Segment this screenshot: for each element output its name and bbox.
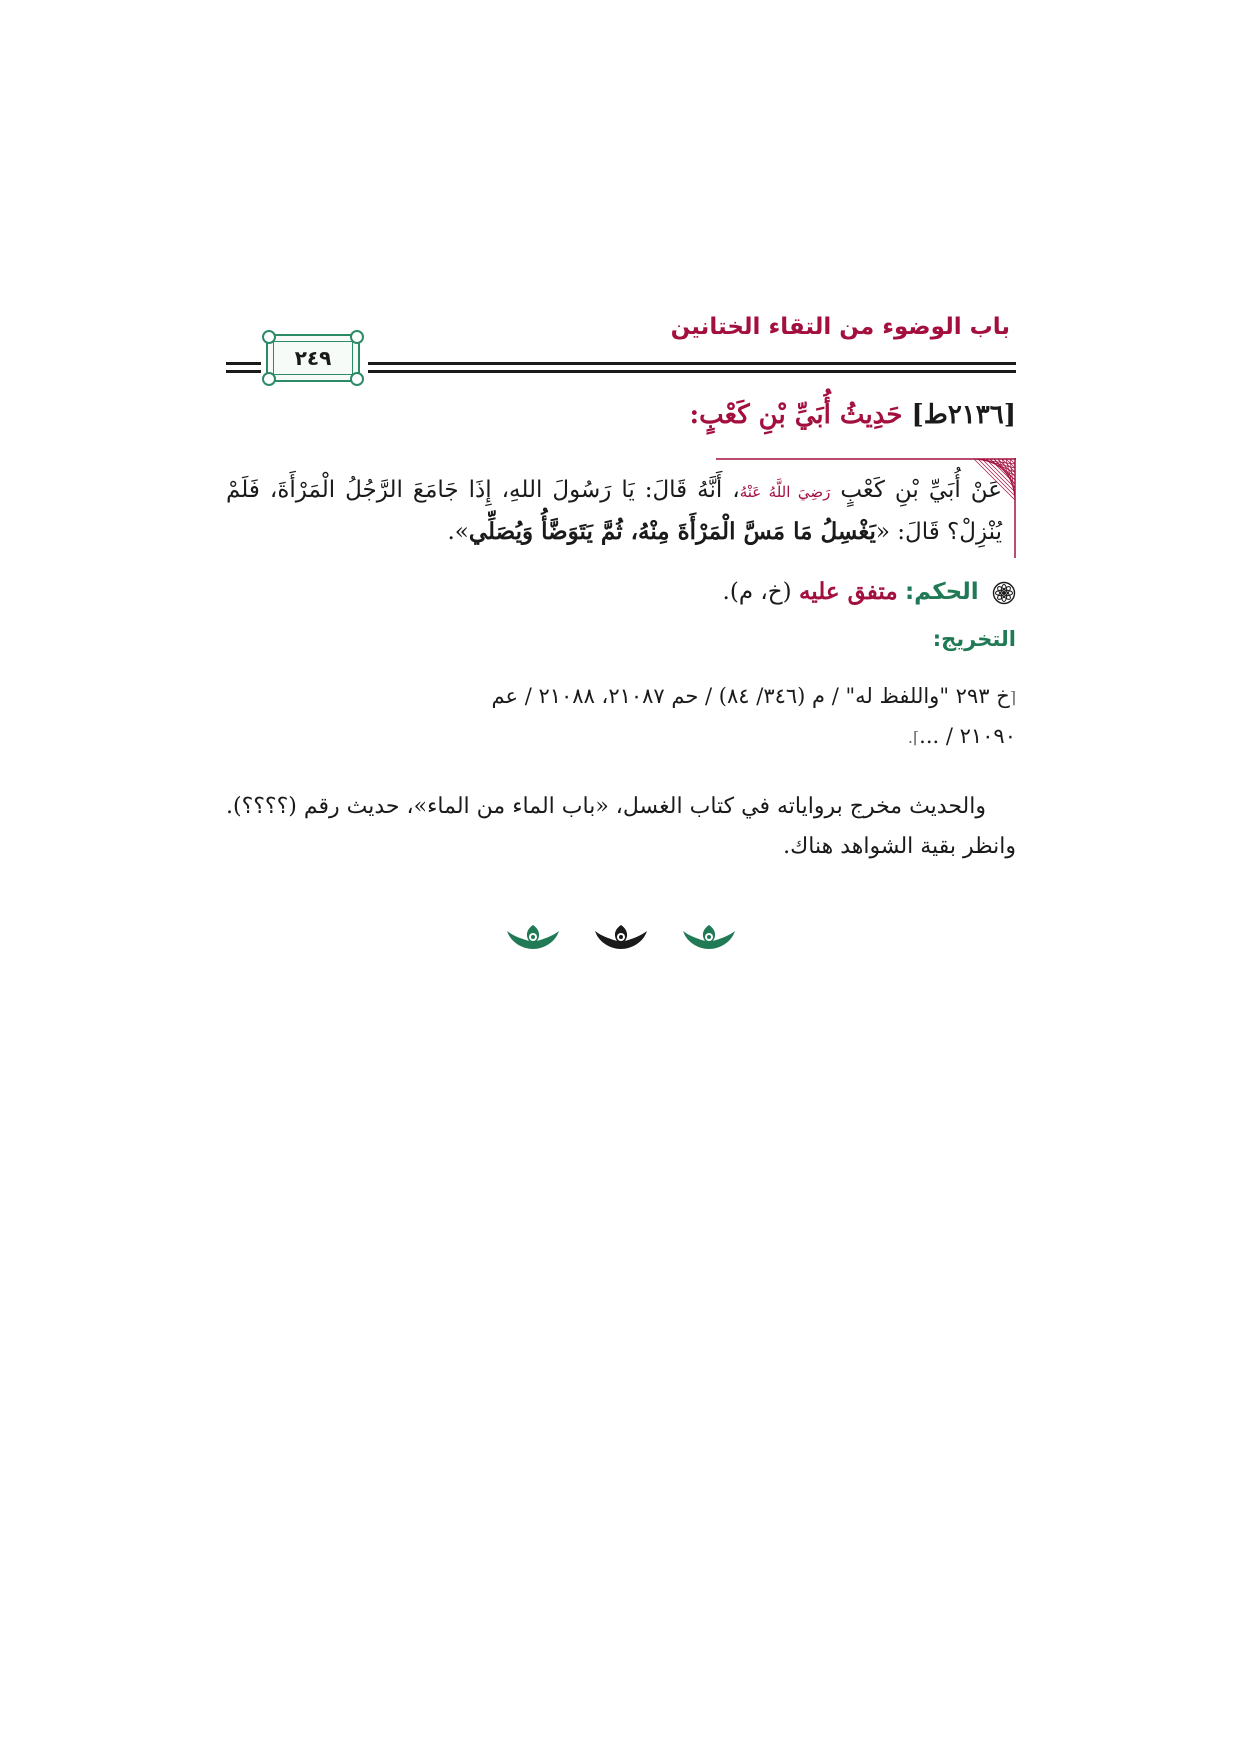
ruling-sources: (خ، م). [722,579,792,605]
ruling-label: الحكم: [904,579,979,605]
header-rule [226,370,261,373]
takhrij-line-2-text: ٢١٠٩٠ / ... [919,724,1016,748]
ruling [226,578,1016,605]
lotus-ornament-icon [593,923,649,951]
hadith-name: حَدِيثُ أُبَيِّ بْنِ كَعْبٍ: [689,400,903,430]
lotus-ornament-icon [681,923,737,951]
ornament-corner-icon [350,372,364,386]
ornament-corner-icon [262,372,276,386]
hadith-number: [٢١٣٦ط] [911,400,1016,430]
ruling-value: متفق عليه [798,578,898,605]
takhrij-heading: التخريج: [932,627,1016,651]
running-header [226,300,1016,370]
hadith-title [226,400,1016,430]
section-end-ornaments [226,923,1016,951]
header-rule [226,362,261,365]
page-number: ٢٤٩ [294,346,332,370]
close-bracket: ⌉. [907,728,920,747]
narration-body: ، أَنَّهُ قَالَ: يَا رَسُولَ اللهِ، إِذَا جَامَعَ الرَّجُلُ الْمَرْأَةَ، فَلَمْ يُنْزِلْ؟ قَالَ: « [226,477,1002,545]
ornament-corner-icon [262,330,276,344]
narration-block [226,458,1016,552]
ornament-corner-icon [350,330,364,344]
narration-end: ». [447,519,469,545]
takhrij-line-2 [226,717,1016,757]
rosette-icon [992,581,1016,605]
narrator: عَنْ أُبَيِّ بْنِ كَعْبٍ [840,477,1002,503]
cross-reference-note: والحديث مخرج برواياته في كتاب الغسل، «باب الماء من الماء»، حديث رقم (؟؟؟؟). وانظر بقية الشواهد هناك. [226,794,1016,859]
chapter-title: باب الوضوء من التقاء الختانين [670,314,1010,340]
takhrij-line-1: خ ٢٩٣ "واللفظ له" / م (٣٤٦/ ٨٤) / حم ٢١٠٨٧، ٢١٠٨٨ / عم [491,684,1010,708]
open-bracket: ⌈ [1009,688,1016,707]
header-rule [368,370,1016,373]
lotus-ornament-icon [505,923,561,951]
book-page [226,300,1016,951]
header-rule [368,362,1016,365]
page-number-badge [266,334,360,382]
narration-corner-ornament-icon [716,458,1016,558]
takhrij-text [226,677,1016,757]
honorific: رَضِيَ اللَّهُ عَنْهُ [739,483,831,501]
prophet-words: يَغْسِلُ مَا مَسَّ الْمَرْأَةَ مِنْهُ، ثُمَّ يَتَوَضَّأُ وَيُصَلِّي [468,518,876,545]
